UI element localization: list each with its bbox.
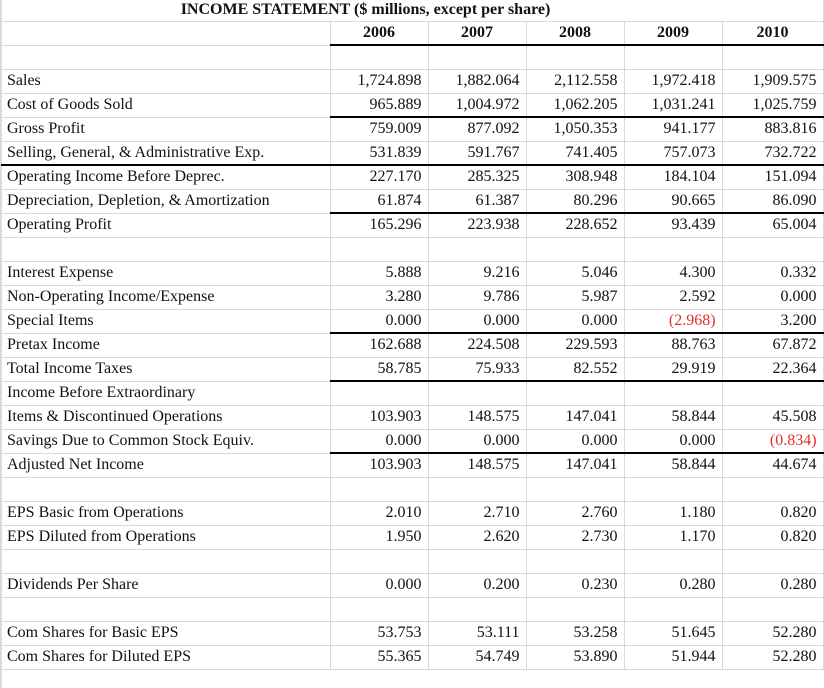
value-cell[interactable]: 51.944 — [624, 645, 722, 669]
row-interest-expense — [1, 261, 823, 285]
value-cell[interactable]: 1.180 — [624, 501, 722, 525]
row-total-income-taxes — [1, 357, 823, 381]
value-cell[interactable]: 227.170 — [330, 165, 428, 189]
value-cell[interactable]: 5.888 — [330, 261, 428, 285]
row-label[interactable]: Non-Operating Income/Expense — [1, 285, 330, 309]
row-gross-profit — [1, 117, 823, 141]
cell[interactable] — [624, 549, 722, 573]
cell[interactable] — [526, 549, 624, 573]
cell[interactable] — [428, 549, 526, 573]
value-cell[interactable]: 2,112.558 — [526, 69, 624, 93]
cell[interactable] — [1, 549, 330, 573]
value-cell[interactable]: 0.000 — [330, 429, 428, 453]
value-cell[interactable]: 965.889 — [330, 93, 428, 117]
value-cell[interactable]: 0.280 — [722, 573, 823, 597]
value-cell[interactable]: 223.938 — [428, 213, 526, 237]
cell[interactable] — [722, 597, 823, 621]
cell[interactable] — [1, 45, 330, 69]
value-cell[interactable]: 2.010 — [330, 501, 428, 525]
cell[interactable] — [1, 597, 330, 621]
value-cell[interactable]: 1,004.972 — [428, 93, 526, 117]
value-cell[interactable]: 5.046 — [526, 261, 624, 285]
value-cell[interactable]: 732.722 — [722, 141, 823, 165]
row-label[interactable]: Savings Due to Common Stock Equiv. — [1, 429, 330, 453]
value-cell[interactable]: 61.874 — [330, 189, 428, 213]
row-label[interactable]: Special Items — [1, 309, 330, 333]
value-cell[interactable]: 65.004 — [722, 213, 823, 237]
row-operating-profit — [1, 213, 823, 237]
row-operating-income-before-deprec — [1, 165, 823, 189]
cell[interactable] — [624, 0, 722, 21]
cell[interactable] — [722, 0, 823, 21]
value-cell[interactable]: 5.987 — [526, 285, 624, 309]
value-cell[interactable]: 941.177 — [624, 117, 722, 141]
row-label[interactable]: Pretax Income — [1, 333, 330, 357]
year-header[interactable]: 2008 — [526, 21, 624, 45]
cell[interactable] — [624, 597, 722, 621]
value-cell[interactable]: 184.104 — [624, 165, 722, 189]
value-cell[interactable]: 58.785 — [330, 357, 428, 381]
row-label[interactable]: Gross Profit — [1, 117, 330, 141]
cell[interactable] — [428, 237, 526, 261]
income-statement-table — [1, 0, 824, 670]
row-label[interactable]: Interest Expense — [1, 261, 330, 285]
cell[interactable] — [526, 597, 624, 621]
value-cell[interactable]: 1.950 — [330, 525, 428, 549]
value-cell[interactable]: 1,972.418 — [624, 69, 722, 93]
value-cell[interactable]: 0.000 — [624, 429, 722, 453]
cell[interactable] — [624, 381, 722, 405]
value-cell[interactable]: 44.674 — [722, 453, 823, 477]
row-label[interactable]: Depreciation, Depletion, & Amortization — [1, 189, 330, 213]
value-cell[interactable]: 45.508 — [722, 405, 823, 429]
row-shares-basic — [1, 621, 823, 645]
value-cell[interactable]: 67.872 — [722, 333, 823, 357]
value-cell[interactable]: 1,050.353 — [526, 117, 624, 141]
value-cell[interactable]: 0.000 — [330, 573, 428, 597]
value-cell[interactable]: 148.575 — [428, 405, 526, 429]
cell[interactable] — [526, 381, 624, 405]
row-adjusted-net-income — [1, 453, 823, 477]
cell[interactable] — [1, 237, 330, 261]
cell[interactable] — [526, 45, 624, 69]
row-items-discontinued — [1, 405, 823, 429]
cell[interactable] — [722, 381, 823, 405]
year-header-row — [1, 21, 823, 45]
value-cell[interactable]: 0.820 — [722, 501, 823, 525]
spacer-row — [1, 477, 823, 501]
value-cell[interactable]: 2.730 — [526, 525, 624, 549]
row-eps-diluted — [1, 525, 823, 549]
row-non-operating — [1, 285, 823, 309]
row-label[interactable]: Cost of Goods Sold — [1, 93, 330, 117]
value-cell[interactable]: 9.216 — [428, 261, 526, 285]
value-cell[interactable]: 2.760 — [526, 501, 624, 525]
value-cell[interactable]: 80.296 — [526, 189, 624, 213]
cell[interactable] — [624, 237, 722, 261]
value-cell[interactable]: 82.552 — [526, 357, 624, 381]
year-header[interactable]: 2006 — [330, 21, 428, 45]
row-label[interactable]: Operating Income Before Deprec. — [1, 165, 330, 189]
value-cell[interactable]: 1,062.205 — [526, 93, 624, 117]
value-cell[interactable]: 147.041 — [526, 405, 624, 429]
value-cell[interactable]: 53.753 — [330, 621, 428, 645]
value-cell[interactable]: 0.000 — [526, 429, 624, 453]
value-cell[interactable]: 88.763 — [624, 333, 722, 357]
spacer-row — [1, 549, 823, 573]
value-cell[interactable]: 86.090 — [722, 189, 823, 213]
value-cell[interactable]: 51.645 — [624, 621, 722, 645]
spacer-row — [1, 45, 823, 69]
negative-value-cell[interactable]: (2.968) — [624, 309, 722, 333]
row-label[interactable]: Income Before Extraordinary — [1, 381, 330, 405]
value-cell[interactable]: 1,025.759 — [722, 93, 823, 117]
value-cell[interactable]: 224.508 — [428, 333, 526, 357]
cell[interactable] — [526, 237, 624, 261]
cell[interactable] — [428, 381, 526, 405]
row-label[interactable]: Adjusted Net Income — [1, 453, 330, 477]
row-label[interactable]: Com Shares for Basic EPS — [1, 621, 330, 645]
title-row — [1, 0, 823, 21]
cell[interactable] — [722, 549, 823, 573]
cell[interactable] — [1, 21, 330, 45]
value-cell[interactable]: 757.073 — [624, 141, 722, 165]
row-cogs — [1, 93, 823, 117]
row-income-before-extraordinary — [1, 381, 823, 405]
value-cell[interactable]: 0.000 — [526, 309, 624, 333]
row-label[interactable]: EPS Basic from Operations — [1, 501, 330, 525]
value-cell[interactable]: 151.094 — [722, 165, 823, 189]
value-cell[interactable]: 0.230 — [526, 573, 624, 597]
value-cell[interactable]: 9.786 — [428, 285, 526, 309]
cell[interactable] — [330, 237, 428, 261]
row-shares-diluted — [1, 645, 823, 669]
row-sga — [1, 141, 823, 165]
value-cell[interactable]: 103.903 — [330, 405, 428, 429]
cell[interactable] — [722, 45, 823, 69]
value-cell[interactable]: 54.749 — [428, 645, 526, 669]
cell[interactable] — [428, 45, 526, 69]
cell[interactable] — [722, 237, 823, 261]
value-cell[interactable]: 1,724.898 — [330, 69, 428, 93]
spacer-row — [1, 597, 823, 621]
year-header[interactable]: 2007 — [428, 21, 526, 45]
cell[interactable] — [1, 477, 330, 501]
cell[interactable] — [722, 477, 823, 501]
value-cell[interactable]: 0.000 — [428, 309, 526, 333]
value-cell[interactable]: 0.820 — [722, 525, 823, 549]
value-cell[interactable]: 147.041 — [526, 453, 624, 477]
negative-value-cell[interactable]: (0.834) — [722, 429, 823, 453]
cell[interactable] — [330, 45, 428, 69]
value-cell[interactable]: 1,882.064 — [428, 69, 526, 93]
value-cell[interactable]: 2.620 — [428, 525, 526, 549]
value-cell[interactable]: 883.816 — [722, 117, 823, 141]
row-savings-common-stock — [1, 429, 823, 453]
value-cell[interactable]: 52.280 — [722, 621, 823, 645]
value-cell[interactable]: 0.200 — [428, 573, 526, 597]
row-special-items — [1, 309, 823, 333]
value-cell[interactable]: 0.280 — [624, 573, 722, 597]
row-label[interactable]: Operating Profit — [1, 213, 330, 237]
cell[interactable] — [428, 477, 526, 501]
value-cell[interactable]: 90.665 — [624, 189, 722, 213]
value-cell[interactable]: 93.439 — [624, 213, 722, 237]
value-cell[interactable]: 53.890 — [526, 645, 624, 669]
cell[interactable] — [330, 597, 428, 621]
value-cell[interactable]: 103.903 — [330, 453, 428, 477]
row-depreciation — [1, 189, 823, 213]
value-cell[interactable]: 148.575 — [428, 453, 526, 477]
row-label[interactable]: Total Income Taxes — [1, 357, 330, 381]
value-cell[interactable]: 52.280 — [722, 645, 823, 669]
row-label[interactable]: EPS Diluted from Operations — [1, 525, 330, 549]
row-pretax-income — [1, 333, 823, 357]
value-cell[interactable]: 2.710 — [428, 501, 526, 525]
value-cell[interactable]: 591.767 — [428, 141, 526, 165]
row-label[interactable]: Com Shares for Diluted EPS — [1, 645, 330, 669]
value-cell[interactable]: 58.844 — [624, 405, 722, 429]
value-cell[interactable]: 29.919 — [624, 357, 722, 381]
row-sales — [1, 69, 823, 93]
value-cell[interactable]: 55.365 — [330, 645, 428, 669]
cell[interactable] — [330, 477, 428, 501]
year-header[interactable]: 2009 — [624, 21, 722, 45]
row-dividends-per-share — [1, 573, 823, 597]
value-cell[interactable]: 0.000 — [428, 429, 526, 453]
value-cell[interactable]: 1.170 — [624, 525, 722, 549]
value-cell[interactable]: 228.652 — [526, 213, 624, 237]
row-label[interactable]: Items & Discontinued Operations — [1, 405, 330, 429]
value-cell[interactable]: 877.092 — [428, 117, 526, 141]
value-cell[interactable]: 0.000 — [722, 285, 823, 309]
value-cell[interactable]: 53.111 — [428, 621, 526, 645]
value-cell[interactable]: 3.200 — [722, 309, 823, 333]
cell[interactable] — [428, 597, 526, 621]
value-cell[interactable]: 531.839 — [330, 141, 428, 165]
value-cell[interactable]: 285.325 — [428, 165, 526, 189]
value-cell[interactable]: 58.844 — [624, 453, 722, 477]
value-cell[interactable]: 162.688 — [330, 333, 428, 357]
row-eps-basic — [1, 501, 823, 525]
spacer-row — [1, 237, 823, 261]
cell[interactable] — [330, 549, 428, 573]
value-cell[interactable]: 3.280 — [330, 285, 428, 309]
value-cell[interactable]: 2.592 — [624, 285, 722, 309]
value-cell[interactable]: 22.364 — [722, 357, 823, 381]
year-header[interactable]: 2010 — [722, 21, 823, 45]
row-label[interactable]: Sales — [1, 69, 330, 93]
value-cell[interactable]: 759.009 — [330, 117, 428, 141]
value-cell[interactable]: 308.948 — [526, 165, 624, 189]
value-cell[interactable]: 741.405 — [526, 141, 624, 165]
value-cell[interactable]: 0.332 — [722, 261, 823, 285]
value-cell[interactable]: 61.387 — [428, 189, 526, 213]
cell[interactable] — [624, 477, 722, 501]
value-cell[interactable]: 75.933 — [428, 357, 526, 381]
value-cell[interactable]: 4.300 — [624, 261, 722, 285]
row-label[interactable]: Dividends Per Share — [1, 573, 330, 597]
row-label[interactable]: Selling, General, & Administrative Exp. — [1, 141, 330, 165]
statement-title[interactable]: INCOME STATEMENT ($ millions, except per share) — [1, 0, 624, 21]
cell[interactable] — [330, 381, 428, 405]
value-cell[interactable]: 0.000 — [330, 309, 428, 333]
value-cell[interactable]: 165.296 — [330, 213, 428, 237]
cell[interactable] — [526, 477, 624, 501]
value-cell[interactable]: 1,909.575 — [722, 69, 823, 93]
value-cell[interactable]: 1,031.241 — [624, 93, 722, 117]
value-cell[interactable]: 53.258 — [526, 621, 624, 645]
cell[interactable] — [624, 45, 722, 69]
value-cell[interactable]: 229.593 — [526, 333, 624, 357]
